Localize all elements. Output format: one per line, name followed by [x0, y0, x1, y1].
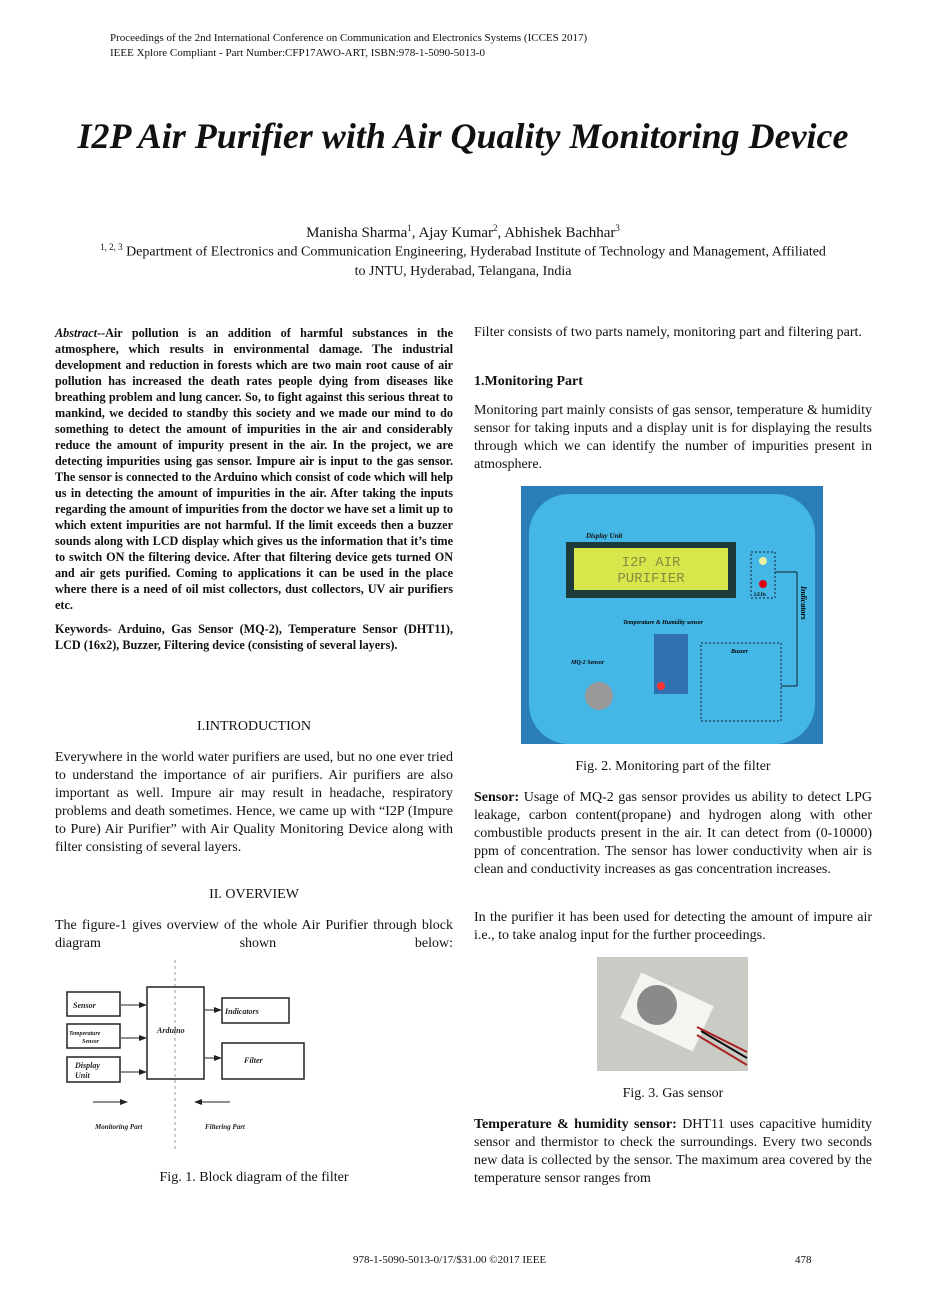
page-number: 478	[795, 1254, 812, 1266]
fig1-unit: Unit	[75, 1071, 90, 1080]
monitoring-heading: 1.Monitoring Part	[474, 374, 583, 389]
fig1-filtering: Filtering Part	[205, 1123, 245, 1131]
fig1-caption: Fig. 1. Block diagram of the filter	[159, 1170, 349, 1185]
author-sup: 1	[407, 223, 412, 233]
fig1-temp2: Sensor	[82, 1039, 100, 1045]
lcd-line2: PURIFIER	[617, 571, 685, 587]
fig1-arduino: Arduino	[157, 1026, 185, 1035]
header-line: Proceedings of the 2nd International Conference on Communication and Electronics Systems (ICCES 2017)	[110, 32, 588, 44]
abstract-text: --Air pollution is an addition of harmful substances in the atmosphere, which results in environmental damage. The industrial development and reduction in forests which are two main root cause of air pollution has increased the death rates people dying from diseases like breathing problem and lung cancer. So, to fight against this serious threat to mankind, we decided to standby this society and we made our mind to do something to detect the amount of impurities in the air and considerably reduce the amount of impurity present in the air. In the project, we are detecting impurities using gas sensor. Impure air is input to the gas sensor. The sensor is connected to the Arduino which consist of code which will help us in detecting the amount of impurities in the air. After taking the inputs regarding the amount of impurities from the doctor we have set a limit up to which extent impurities are not harmful. If the limit exceeds then a buzzer sounds along with LCD display which gives us the information that it’s time to switch ON the filtering device. After that filtering device gets turned ON and air gets purified. Coming to applications it can be used in the place where there is a need of oil mist collectors, dust collectors, UV air purifiers etc.	[55, 326, 453, 612]
temp-humidity-paragraph	[474, 1116, 872, 1188]
paper-title: I2P Air Purifier with Air Quality Monitoring Device	[77, 116, 849, 156]
aff-text: Department of Electronics and Communication Engineering, Hyderabad Institute of Technology and Management, Affiliated to JNTU, Hyderabad, Telangana, India	[122, 244, 826, 279]
aff-sup: 1, 2, 3	[100, 242, 123, 252]
overview-heading: II. OVERVIEW	[209, 887, 299, 902]
right-p2: Monitoring part mainly consists of gas sensor, temperature & humidity sensor for taking inputs and a display unit is for displaying the results through which we can identify the number of impurities present in atmosphere.	[474, 403, 872, 472]
leds-label: LEDs	[754, 593, 766, 598]
fig1-sensor: Sensor	[73, 1001, 96, 1010]
fig1-temp: Temperature	[69, 1031, 101, 1037]
fig1-monitoring: Monitoring Part	[95, 1123, 143, 1131]
mq2-label: MQ-2 Sensor	[571, 660, 605, 666]
fig1-display: Display	[75, 1061, 100, 1070]
lcd-line1: I2P AIR	[621, 555, 681, 571]
temp-label: Temperature & Humidity sensor	[623, 620, 703, 626]
th-label: Temperature & humidity sensor:	[474, 1117, 677, 1132]
abstract	[55, 325, 453, 653]
overview-text: The figure-1 gives overview of the whole Air Purifier through block diagram shown below:	[55, 918, 453, 951]
proceedings-header	[110, 31, 587, 61]
monitoring-photo	[521, 486, 823, 744]
author-sup: 2	[493, 223, 498, 233]
sensor-paragraph	[474, 789, 872, 879]
gas-sensor-photo	[597, 957, 748, 1071]
right-p3: In the purifier it has been used for detecting the amount of impure air i.e., to take analog input for the further proceedings.	[474, 910, 872, 943]
author: , Abhishek Bachhar	[497, 225, 616, 241]
buzzer-label: Buzzer	[731, 649, 749, 655]
author-sup: 3	[615, 223, 620, 233]
fig1-filter: Filter	[244, 1056, 263, 1065]
keywords: Keywords- Arduino, Gas Sensor (MQ-2), Temperature Sensor (DHT11), LCD (16x2), Buzzer, Filtering device (consisting of several layers).	[55, 622, 453, 652]
fig2-caption: Fig. 2. Monitoring part of the filter	[575, 759, 771, 774]
indicators-label: Indicators	[799, 586, 808, 620]
block-diagram	[55, 960, 455, 1160]
display-unit-label: Display Unit	[586, 532, 623, 540]
author: Manisha Sharma	[306, 225, 408, 241]
footer-copyright: 978-1-5090-5013-0/17/$31.00 ©2017 IEEE	[353, 1254, 547, 1266]
right-p1: Filter consists of two parts namely, monitoring part and filtering part.	[474, 325, 862, 340]
intro-heading: I.INTRODUCTION	[197, 719, 311, 734]
fig1-indicators: Indicators	[225, 1007, 259, 1016]
sensor-label: Sensor:	[474, 790, 520, 805]
abstract-label: Abstract	[55, 326, 97, 340]
th-text: DHT11 uses capacitive humidity sensor and thermistor to check the surroundings. Every two seconds new data is collected by the sensor. The maximum area covered by the temperature sensor ranges from	[474, 1117, 872, 1186]
affiliation	[100, 238, 826, 281]
sensor-text: Usage of MQ-2 gas sensor provides us ability to detect LPG leakage, carbon content(propane) and hydrogen along with other combustible products present in the air. It can detect from (0-10000) ppm of concentration. The sensor has lower conductivity when air is clean and conductivity increases as gas concentration increases.	[474, 790, 872, 877]
header-line: IEEE Xplore Compliant - Part Number:CFP17AWO-ART, ISBN:978-1-5090-5013-0	[110, 47, 485, 59]
intro-text: Everywhere in the world water purifiers are used, but no one ever tried to understand the importance of air purifiers. Air purifiers are also important as well. Impure air may result in headache, respiratory problems and death sometimes. Hence, we came up with “I2P (Impure to Pure) Air Purifier” with Air Quality Monitoring Device along with filter consisting of several layers.	[55, 750, 453, 855]
author: , Ajay Kumar	[411, 225, 494, 241]
fig3-caption: Fig. 3. Gas sensor	[622, 1086, 724, 1101]
